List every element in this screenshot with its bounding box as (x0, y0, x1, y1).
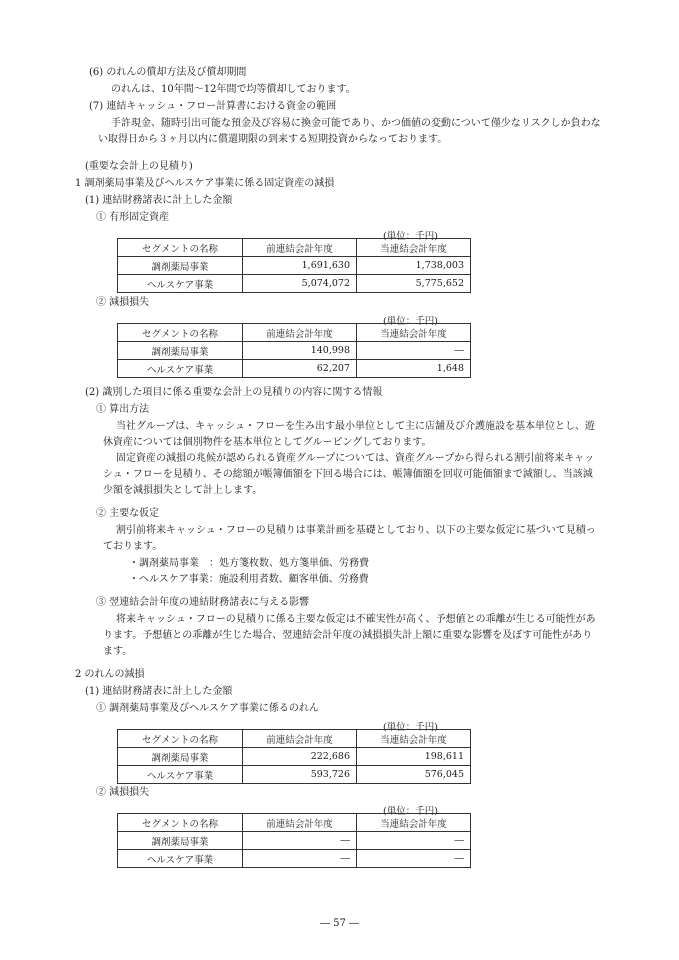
col-header: 前連結会計年度 (243, 814, 357, 832)
col-header: セグメントの名称 (118, 239, 243, 257)
paragraph-line: ります。予想値との乖離が生じた場合、翌連結会計年度の減損損失計上額に重要な影響を及ぼす可能性があり (103, 630, 593, 641)
table-cell: 593,726 (243, 766, 357, 784)
calc-method-label: ① 算出方法 (96, 404, 150, 415)
section-7-heading: (7) 連結キャッシュ・フロー計算書における資金の範囲 (89, 101, 337, 112)
table-cell: ヘルスケア事業 (118, 850, 243, 868)
paragraph-line: 当社グループは、キャッシュ・フローを生み出す最小単位として主に店舗及び介護施設を基本単位とし、遊 (116, 421, 595, 432)
col-header: 当連結会計年度 (357, 239, 471, 257)
item-2-heading: 2 のれんの減損 (75, 669, 145, 680)
bullet-item: ・調剤薬局事業 ：処方箋枚数、処方箋単価、労務費 (129, 558, 369, 569)
table-cell: ― (357, 832, 471, 850)
col-header: セグメントの名称 (118, 730, 243, 748)
impairment-loss-label: ② 減損損失 (96, 297, 150, 308)
goodwill-label: ① 調剤薬局事業及びヘルスケア事業に係るのれん (96, 703, 319, 714)
table-row (118, 850, 471, 868)
col-header: 前連結会計年度 (243, 239, 357, 257)
unit-label: (単位：千円) (383, 806, 438, 817)
key-assumptions-label: ② 主要な仮定 (96, 508, 160, 519)
table-row (118, 257, 471, 275)
page-number: ― 57 ― (319, 918, 360, 929)
col-header: 当連結会計年度 (357, 814, 471, 832)
item-1-sub1: (1) 連結財務諸表に計上した金額 (85, 195, 233, 206)
paragraph-line: 固定資産の減損の兆候が認められる資産グループについては、資産グループから得られる割引前将来キャッ (116, 453, 595, 464)
goodwill-impairment-table (117, 813, 471, 868)
paragraph-line: 将来キャッシュ・フローの見積りに係る主要な仮定は不確実性が高く、予想値との乖離が生じる可能性があ (116, 614, 596, 625)
table-cell: ― (243, 850, 357, 868)
estimates-title: (重要な会計上の見積り) (85, 161, 193, 172)
col-header: 当連結会計年度 (357, 730, 471, 748)
table-cell: 5,074,072 (243, 275, 357, 293)
col-header: 当連結会計年度 (357, 324, 471, 342)
table-row (118, 360, 471, 378)
table-header-row (118, 324, 471, 342)
table-cell: ヘルスケア事業 (118, 275, 243, 293)
bullet-item: ・ヘルスケア事業：施設利用者数、顧客単価、労務費 (129, 574, 369, 585)
col-header: セグメントの名称 (118, 324, 243, 342)
table-cell: 140,998 (243, 342, 357, 360)
tangible-assets-table (117, 238, 471, 293)
table-cell: 調剤薬局事業 (118, 748, 243, 766)
section-6-text: のれんは、10年間～12年間で均等償却しております。 (111, 84, 356, 95)
tangible-assets-label: ① 有形固定資産 (96, 212, 170, 223)
table-cell: ― (243, 832, 357, 850)
table-cell: 576,045 (357, 766, 471, 784)
table-row (118, 748, 471, 766)
goodwill-impairment-label: ② 減損損失 (96, 787, 150, 798)
paragraph-line: 休資産については個別物件を基本単位としてグルーピングしております。 (103, 437, 432, 448)
item-1-heading: 1 調剤薬局事業及びヘルスケア事業に係る固定資産の減損 (75, 178, 335, 189)
unit-label: (単位：千円) (383, 231, 438, 242)
table-cell: 5,775,652 (357, 275, 471, 293)
table-header-row (118, 730, 471, 748)
item-2-sub1: (1) 連結財務諸表に計上した金額 (85, 686, 233, 697)
col-header: 前連結会計年度 (243, 730, 357, 748)
impact-label: ③ 翌連結会計年度の連結財務諸表に与える影響 (96, 597, 310, 608)
col-header: 前連結会計年度 (243, 324, 357, 342)
table-header-row (118, 814, 471, 832)
table-cell: 1,648 (357, 360, 471, 378)
table-cell: 222,686 (243, 748, 357, 766)
table-cell: 198,611 (357, 748, 471, 766)
table-cell: ヘルスケア事業 (118, 360, 243, 378)
table-cell: ― (357, 342, 471, 360)
col-header: セグメントの名称 (118, 814, 243, 832)
paragraph-line: シュ・フローを見積り、その総額が帳簿価額を下回る場合には、帳簿価額を回収可能価額まで減額し、当該減 (103, 469, 593, 480)
section-6-heading: (6) のれんの償却方法及び償却期間 (89, 67, 247, 78)
paragraph-line: ております。 (103, 541, 163, 552)
section-7-text: 手許現金、随時引出可能な預金及び容易に換金可能であり、かつ価値の変動について僅少なリスクしか負わな (111, 118, 601, 129)
unit-label: (単位：千円) (383, 722, 438, 733)
item-1-sub2: (2) 識別した項目に係る重要な会計上の見積りの内容に関する情報 (85, 387, 383, 398)
table-cell: ― (357, 850, 471, 868)
table-row (118, 342, 471, 360)
table-cell: 62,207 (243, 360, 357, 378)
unit-label: (単位：千円) (383, 316, 438, 327)
table-cell: 調剤薬局事業 (118, 257, 243, 275)
table-cell: ヘルスケア事業 (118, 766, 243, 784)
table-row (118, 275, 471, 293)
table-row (118, 766, 471, 784)
table-cell: 調剤薬局事業 (118, 832, 243, 850)
paragraph-line: 割引前将来キャッシュ・フローの見積りは事業計画を基礎としており、以下の主要な仮定に基づいて見積っ (116, 525, 596, 536)
table-cell: 調剤薬局事業 (118, 342, 243, 360)
impairment-loss-table (117, 323, 471, 378)
section-7-text: い取得日から３ヶ月以内に償還期限の到来する短期投資からなっております。 (98, 134, 448, 145)
table-header-row (118, 239, 471, 257)
paragraph-line: 少額を減損損失として計上します。 (103, 485, 263, 496)
goodwill-table (117, 729, 471, 784)
paragraph-line: ます。 (103, 646, 133, 657)
table-cell: 1,738,003 (357, 257, 471, 275)
table-row (118, 832, 471, 850)
table-cell: 1,691,630 (243, 257, 357, 275)
